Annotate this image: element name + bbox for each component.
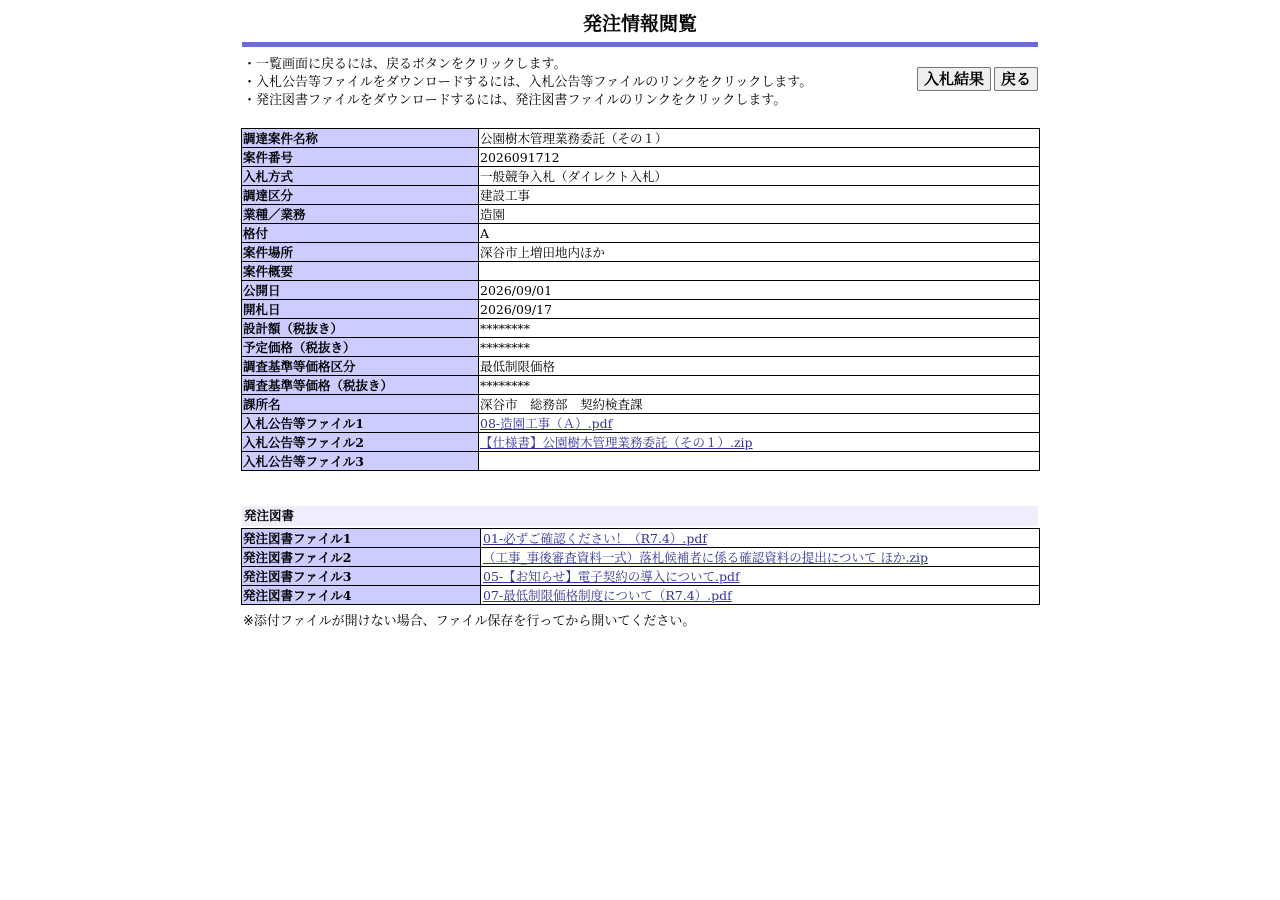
drawing-file-3-link[interactable]: 05-【お知らせ】電子契約の導入について.pdf bbox=[483, 569, 740, 584]
row-label: 案件場所 bbox=[242, 243, 479, 262]
row-value: 深谷市上増田地内ほか bbox=[479, 243, 1040, 262]
table-row bbox=[242, 548, 1040, 567]
row-label: 調達区分 bbox=[242, 186, 479, 205]
row-value bbox=[481, 548, 1040, 567]
table-row bbox=[242, 338, 1040, 357]
page-title: 発注情報閲覧 bbox=[582, 13, 697, 35]
back-button[interactable]: 戻る bbox=[994, 67, 1038, 91]
row-value: 2026091712 bbox=[479, 148, 1040, 167]
row-label: 予定価格（税抜き） bbox=[242, 338, 479, 357]
row-label: 入札方式 bbox=[242, 167, 479, 186]
row-label: 案件番号 bbox=[242, 148, 479, 167]
table-row bbox=[242, 300, 1040, 319]
row-label: 開札日 bbox=[242, 300, 479, 319]
table-row bbox=[242, 129, 1040, 148]
table-row bbox=[242, 414, 1040, 433]
drawing-file-1-link[interactable]: 01-必ずご確認ください！（R7.4）.pdf bbox=[483, 531, 708, 546]
details-table bbox=[241, 128, 1040, 471]
row-value: 造園 bbox=[479, 205, 1040, 224]
row-value bbox=[481, 586, 1040, 605]
row-label: 入札公告等ファイル1 bbox=[242, 414, 479, 433]
row-label: 発注図書ファイル1 bbox=[242, 529, 481, 548]
row-label: 発注図書ファイル2 bbox=[242, 548, 481, 567]
row-value bbox=[479, 414, 1040, 433]
table-row bbox=[242, 186, 1040, 205]
table-row bbox=[242, 262, 1040, 281]
row-value: ******** bbox=[479, 338, 1040, 357]
table-row bbox=[242, 529, 1040, 548]
table-row bbox=[242, 433, 1040, 452]
row-value bbox=[481, 567, 1040, 586]
table-row bbox=[242, 357, 1040, 376]
notice-file-2-link[interactable]: 【仕様書】公園樹木管理業務委託（その１）.zip bbox=[480, 435, 753, 450]
table-row bbox=[242, 167, 1040, 186]
drawings-section-heading: 発注図書 bbox=[242, 506, 1038, 526]
row-value: 最低制限価格 bbox=[479, 357, 1040, 376]
row-label: 発注図書ファイル3 bbox=[242, 567, 481, 586]
row-label: 調査基準等価格（税抜き） bbox=[242, 376, 479, 395]
row-value: ******** bbox=[479, 319, 1040, 338]
bid-result-button[interactable]: 入札結果 bbox=[917, 67, 991, 91]
table-row bbox=[242, 205, 1040, 224]
row-label: 調査基準等価格区分 bbox=[242, 357, 479, 376]
row-value: 公園樹木管理業務委託（その１） bbox=[479, 129, 1040, 148]
row-value: 2026/09/17 bbox=[479, 300, 1040, 319]
row-value bbox=[479, 433, 1040, 452]
row-label: 業種／業務 bbox=[242, 205, 479, 224]
row-value: A bbox=[479, 224, 1040, 243]
table-row bbox=[242, 376, 1040, 395]
table-row bbox=[242, 567, 1040, 586]
instructions-area bbox=[241, 47, 1039, 117]
table-row bbox=[242, 148, 1040, 167]
row-value: 深谷市 総務部 契約検査課 bbox=[479, 395, 1040, 414]
table-row bbox=[242, 224, 1040, 243]
page-container bbox=[241, 0, 1039, 629]
row-label: 設計額（税抜き） bbox=[242, 319, 479, 338]
table-row bbox=[242, 281, 1040, 300]
action-buttons bbox=[917, 67, 1038, 91]
row-label: 調達案件名称 bbox=[242, 129, 479, 148]
instruction-list bbox=[243, 56, 812, 110]
instruction-item: ・一覧画面に戻るには、戻るボタンをクリックします。 bbox=[243, 57, 567, 72]
table-row bbox=[242, 586, 1040, 605]
row-label: 課所名 bbox=[242, 395, 479, 414]
row-value: 建設工事 bbox=[479, 186, 1040, 205]
table-row bbox=[242, 243, 1040, 262]
instruction-item: ・入札公告等ファイルをダウンロードするには、入札公告等ファイルのリンクをクリックします。 bbox=[243, 75, 813, 90]
table-row bbox=[242, 319, 1040, 338]
drawings-table bbox=[241, 528, 1040, 605]
row-value bbox=[479, 452, 1040, 471]
row-value bbox=[479, 262, 1040, 281]
row-value: ******** bbox=[479, 376, 1040, 395]
instruction-item: ・発注図書ファイルをダウンロードするには、発注図書ファイルのリンクをクリックします。 bbox=[243, 93, 787, 108]
row-label: 公開日 bbox=[242, 281, 479, 300]
row-label: 入札公告等ファイル3 bbox=[242, 452, 479, 471]
notice-file-1-link[interactable]: 08-造園工事（Ａ）.pdf bbox=[480, 416, 613, 431]
table-row bbox=[242, 452, 1040, 471]
drawing-file-2-link[interactable]: （工事_事後審査資料一式）落札候補者に係る確認資料の提出について ほか.zip bbox=[483, 550, 929, 565]
row-label: 案件概要 bbox=[242, 262, 479, 281]
row-value: 一般競争入札（ダイレクト入札） bbox=[479, 167, 1040, 186]
row-label: 格付 bbox=[242, 224, 479, 243]
row-value: 2026/09/01 bbox=[479, 281, 1040, 300]
row-value bbox=[481, 529, 1040, 548]
row-label: 発注図書ファイル4 bbox=[242, 586, 481, 605]
table-row bbox=[242, 395, 1040, 414]
row-label: 入札公告等ファイル2 bbox=[242, 433, 479, 452]
drawing-file-4-link[interactable]: 07-最低制限価格制度について（R7.4）.pdf bbox=[483, 588, 732, 603]
attachment-note: ※添付ファイルが開けない場合、ファイル保存を行ってから開いてください。 bbox=[243, 614, 696, 629]
